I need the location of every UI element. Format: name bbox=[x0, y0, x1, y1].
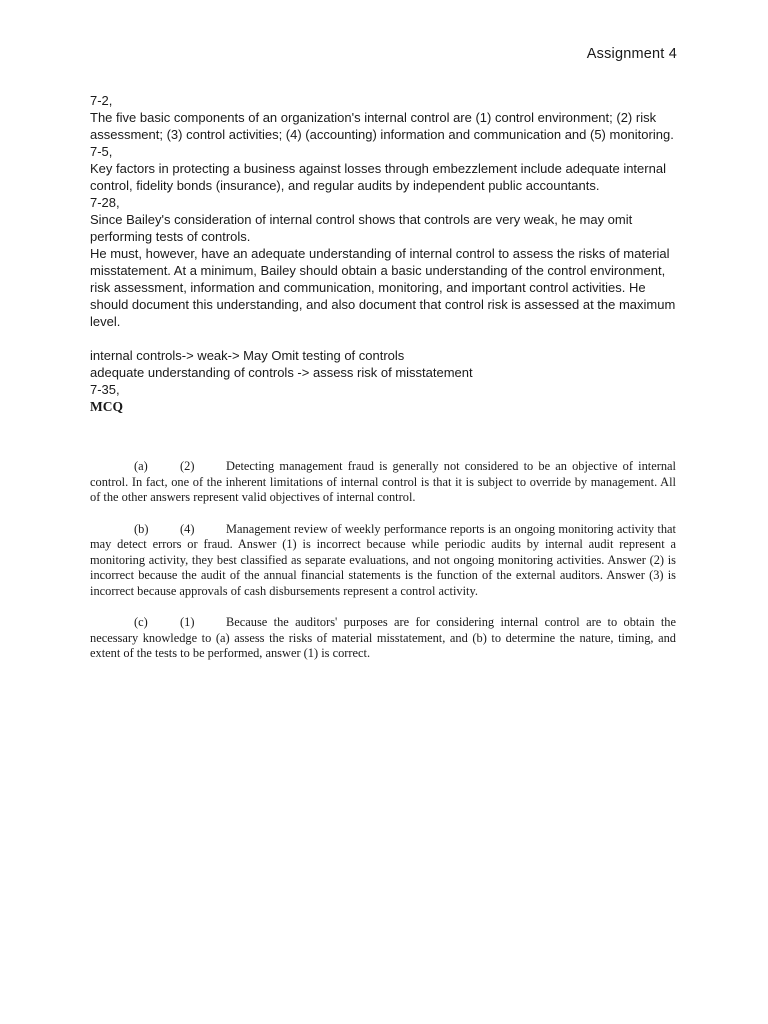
question-number-7-2: 7-2, bbox=[90, 93, 113, 108]
mcq-explanation: Detecting management fraud is generally not considered to be an objective of internal control. In fact, one of the inherent limitations of internal control is that it is subject to override by management. All of the other answers represent valid objectives of internal control. bbox=[90, 459, 676, 504]
mcq-answer-b bbox=[90, 522, 676, 600]
question-number-7-5: 7-5, bbox=[90, 144, 113, 159]
mcq-choice: (1) bbox=[180, 615, 195, 629]
mcq-choice: (2) bbox=[180, 459, 195, 473]
mcq-answer-a bbox=[90, 459, 676, 506]
mcq-answers bbox=[90, 459, 676, 678]
assignment-title: Assignment 4 bbox=[586, 46, 677, 62]
question-number-7-28: 7-28, bbox=[90, 195, 120, 210]
answer-7-5: Key factors in protecting a business against losses through embezzlement include adequate internal control, fidelity bonds (insurance), and regular audits by independent public accountants. bbox=[90, 161, 666, 193]
answer-7-28-paragraph-1: Since Bailey's consideration of internal control shows that controls are very weak, he may omit performing tests of controls. bbox=[90, 212, 633, 244]
mcq-explanation: Because the auditors' purposes are for considering internal control are to obtain the necessary knowledge to (a) assess the risks of material misstatement, and (b) to determine the nature, timing, and extent of the tests to be performed, answer (1) is correct. bbox=[90, 615, 676, 660]
question-number-7-35: 7-35, bbox=[90, 382, 120, 397]
answers-block bbox=[90, 92, 680, 415]
mcq-explanation: Management review of weekly performance reports is an ongoing monitoring activity that may detect errors or fraud. Answer (1) is incorrect because while periodic audits by internal audit represent a monitoring activity, they best classified as separate evaluations, and not ongoing monitoring activities. Answer (2) is incorrect because the audit of the annual financial statements is the function of the external auditors. Answer (3) is incorrect because approvals of cash disbursements represent a control activity. bbox=[90, 521, 676, 598]
mcq-answer-c bbox=[90, 615, 676, 662]
mcq-letter: (c) bbox=[134, 615, 148, 629]
mcq-heading: MCQ bbox=[90, 399, 123, 414]
answer-7-28-paragraph-2: He must, however, have an adequate understanding of internal control to assess the risks of material misstatement. At a minimum, Bailey should obtain a basic understanding of the control environment, risk assessment, information and communication, monitoring, and important control activities. He should document this understanding, and also document that control risk is assessed at the maximum level. bbox=[90, 246, 676, 329]
note-line-1: internal controls-> weak-> May Omit testing of controls bbox=[90, 348, 405, 363]
answer-7-2: The five basic components of an organization's internal control are (1) control environment; (2) risk assessment; (3) control activities; (4) (accounting) information and communication and (5) monitoring. bbox=[90, 110, 674, 142]
mcq-choice: (4) bbox=[180, 521, 195, 536]
note-line-2: adequate understanding of controls -> assess risk of misstatement bbox=[90, 365, 473, 380]
mcq-letter: (a) bbox=[134, 459, 148, 473]
spacer bbox=[90, 330, 680, 347]
mcq-letter: (b) bbox=[134, 521, 149, 536]
